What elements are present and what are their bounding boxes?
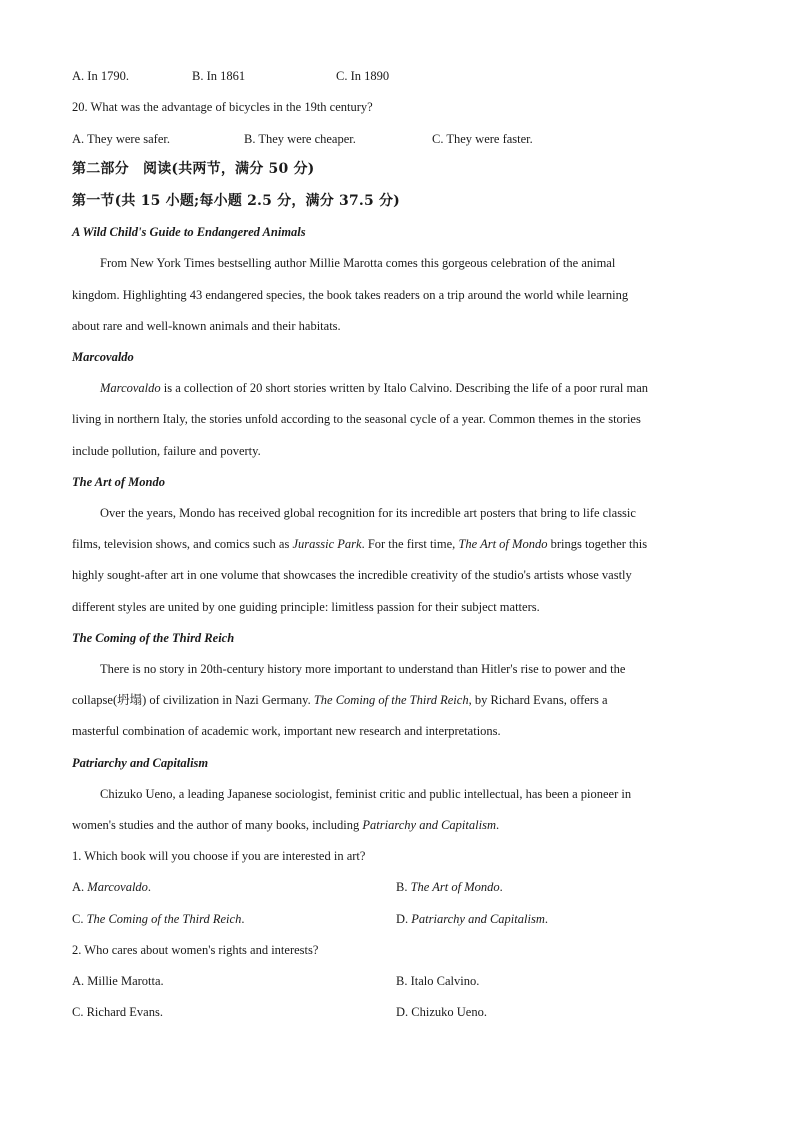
- book2-text-line: include pollution, failure and poverty.: [72, 444, 261, 458]
- q2-option-c: C. Richard Evans.: [72, 1005, 163, 1019]
- book1-text-line: about rare and well-known animals and their habitats.: [72, 319, 341, 333]
- book3-text-line: Over the years, Mondo has received global recognition for its incredible art posters that bring to life classic: [100, 506, 636, 520]
- book4-text-line: masterful combination of academic work, important new research and interpretations.: [72, 724, 501, 738]
- q20-option-c: C. They were faster.: [432, 132, 533, 146]
- q1-question: 1. Which book will you choose if you are interested in art?: [72, 849, 366, 863]
- q20-question: 20. What was the advantage of bicycles in the 19th century?: [72, 100, 373, 114]
- q2-question: 2. Who cares about women's rights and interests?: [72, 943, 319, 957]
- book-title-art-of-mondo: The Art of Mondo: [72, 475, 165, 489]
- book2-text-line: Marcovaldo is a collection of 20 short stories written by Italo Calvino. Describing the life of a poor rural man: [100, 381, 649, 395]
- q2-option-a: A. Millie Marotta.: [72, 974, 164, 988]
- book3-text-line: highly sought-after art in one volume that showcases the incredible creativity of the studio's artists whose vastly: [72, 568, 632, 582]
- q20-option-a: A. They were safer.: [72, 132, 170, 146]
- book1-text-line: kingdom. Highlighting 43 endangered species, the book takes readers on a trip around the world while learning: [72, 288, 629, 302]
- q1-option-c: C. The Coming of the Third Reich.: [72, 912, 245, 926]
- book-title-wild-child: A Wild Child's Guide to Endangered Animals: [72, 225, 306, 239]
- book4-text-line: collapse(坍塌) of civilization in Nazi Germany. The Coming of the Third Reich, by Richard Evans, offers a: [72, 693, 608, 707]
- q19-option-c: C. In 1890: [336, 69, 390, 83]
- book4-text-line: There is no story in 20th-century history more important to understand than Hitler's rise to power and the: [100, 662, 626, 676]
- book2-text-line: living in northern Italy, the stories unfold according to the seasonal cycle of a year. Common themes in the stories: [72, 412, 641, 426]
- q1-option-d: D. Patriarchy and Capitalism.: [396, 912, 548, 926]
- part2-heading: 第二部分 阅读(共两节，满分 50 分): [72, 161, 315, 177]
- book5-text-line: Chizuko Ueno, a leading Japanese sociologist, feminist critic and public intellectual, has been a pioneer in: [100, 787, 632, 801]
- q19-option-a: A. In 1790.: [72, 69, 129, 83]
- q1-option-a: A. Marcovaldo.: [72, 880, 152, 894]
- q20-option-b: B. They were cheaper.: [244, 132, 356, 146]
- book1-text-line: From New York Times bestselling author Millie Marotta comes this gorgeous celebration of the animal: [100, 256, 616, 270]
- book2-title-ref: Marcovaldo: [100, 381, 161, 395]
- q1-option-b: B. The Art of Mondo.: [396, 880, 503, 894]
- book-title-third-reich: The Coming of the Third Reich: [72, 631, 235, 645]
- book-title-marcovaldo: Marcovaldo: [72, 350, 134, 364]
- book5-text-line: women's studies and the author of many books, including Patriarchy and Capitalism.: [72, 818, 500, 832]
- q2-option-d: D. Chizuko Ueno.: [396, 1005, 487, 1019]
- section1-heading: 第一节(共 15 小题;每小题 2.5 分，满分 37.5 分): [72, 193, 400, 209]
- book3-text-line: different styles are united by one guiding principle: limitless passion for their subject matters.: [72, 600, 540, 614]
- book-title-patriarchy: Patriarchy and Capitalism: [72, 756, 209, 770]
- book3-text-line: films, television shows, and comics such as Jurassic Park. For the first time, The Art of Mondo brings together this: [72, 537, 648, 551]
- q2-option-b: B. Italo Calvino.: [396, 974, 480, 988]
- q19-option-b: B. In 1861: [192, 69, 246, 83]
